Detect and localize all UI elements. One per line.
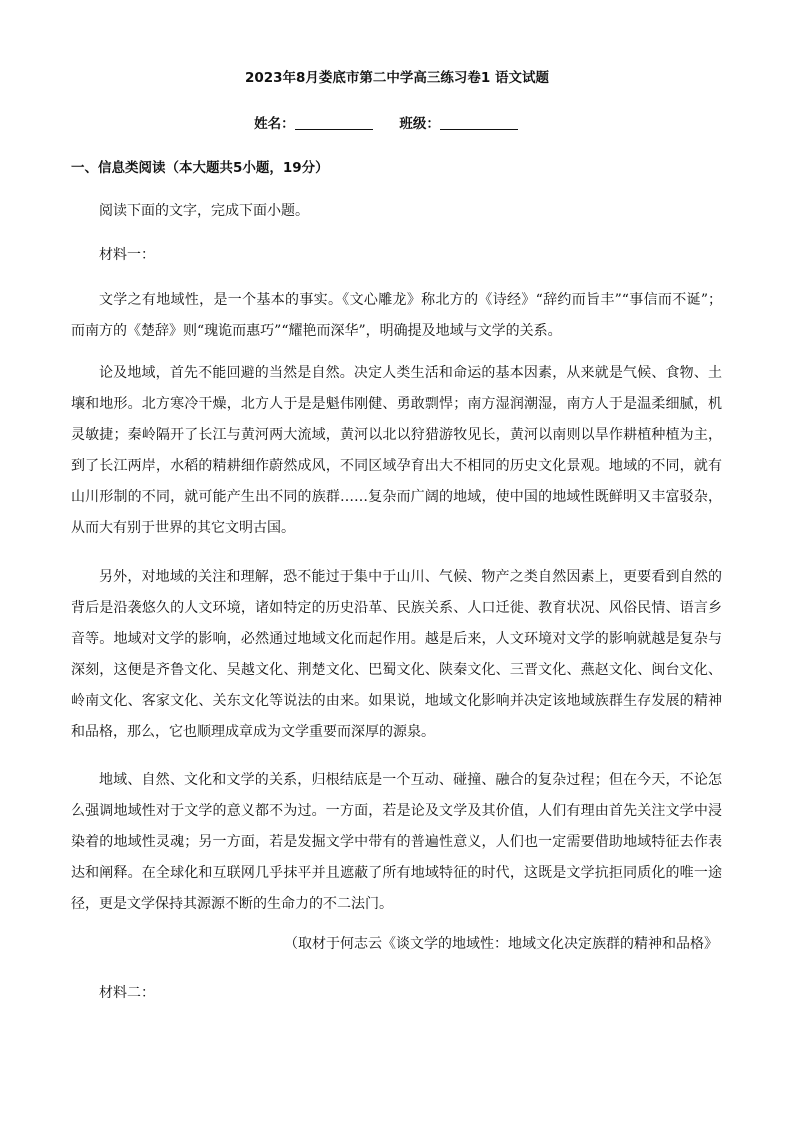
instruction-text: 阅读下面的文字，完成下面小题。 bbox=[99, 203, 309, 219]
name-blank[interactable] bbox=[295, 129, 373, 130]
section-heading: 一、信息类阅读（本大题共5小题，19分） bbox=[71, 160, 329, 176]
source-citation: （取材于何志云《谈文学的地域性：地域文化决定族群的精神和品格》 bbox=[284, 936, 718, 952]
paragraph-2: 论及地域，首先不能回避的当然是自然。决定人类生活和命运的基本因素，从来就是气候、食物、土壤和地形。北方寒冷干燥，北方人于是是魁伟刚健、勇敢剽悍；南方湿润潮湿，南方人于是温柔细腻，机灵敏捷；秦岭隔开了长江与黄河两大流域，黄河以北以狩猎游牧见长，黄河以南则以旱作耕植种植为主，到了长江两岸，水稻的精耕细作蔚然成风，不同区域孕育出大不相同的历史文化景观。地域的不同，就有山川形制的不同，就可能产生出不同的族群……复杂而广阔的地域，使中国的地域性既鲜明又丰富驳杂，从而大有别于世界的其它文明古国。 bbox=[71, 365, 722, 536]
material2-label: 材料二： bbox=[99, 985, 155, 1001]
paragraph-4: 地域、自然、文化和文学的关系，归根结底是一个互动、碰撞、融合的复杂过程；但在今天，不论怎么强调地域性对于文学的意义都不为过。一方面，若是论及文学及其价值，人们有理由首先关注文学中浸染着的地域性灵魂；另一方面，若是发掘文学中带有的普遍性意义，人们也一定需要借助地域特征去作表达和阐释。在全球化和互联网几乎抹平并且遮蔽了所有地域特征的时代，这既是文学抗拒同质化的唯一途径，更是文学保持其源源不断的生命力的不二法门。 bbox=[71, 772, 722, 912]
paragraph-3: 另外，对地域的关注和理解，恐不能过于集中于山川、气候、物产之类自然因素上，更要看到自然的背后是沿袭悠久的人文环境，诸如特定的历史沿革、民族关系、人口迁徙、教育状况、风俗民情、语言乡音等。地域对文学的影响，必然通过地域文化而起作用。越是后来，人文环境对文学的影响就越是复杂与深刻，这便是齐鲁文化、吴越文化、荆楚文化、巴蜀文化、陕秦文化、三晋文化、燕赵文化、闽台文化、岭南文化、客家文化、关东文化等说法的由来。如果说，地域文化影响并决定该地域族群生存发展的精神和品格，那么，它也顺理成章成为文学重要而深厚的源泉。 bbox=[71, 569, 722, 740]
exam-title: 2023年8月娄底市第二中学高三练习卷1 语文试题 bbox=[244, 70, 550, 86]
material1-label: 材料一： bbox=[99, 247, 155, 263]
paragraph-1: 文学之有地域性，是一个基本的事实。《文心雕龙》称北方的《诗经》“辞约而旨丰”“事信而不诞”；而南方的《楚辞》则“瑰诡而惠巧”“耀艳而深华”，明确提及地域与文学的关系。 bbox=[71, 292, 722, 339]
class-label: 班级： bbox=[399, 116, 440, 132]
class-blank[interactable] bbox=[440, 129, 518, 130]
student-info-line bbox=[0, 112, 794, 132]
name-label: 姓名： bbox=[254, 116, 295, 132]
